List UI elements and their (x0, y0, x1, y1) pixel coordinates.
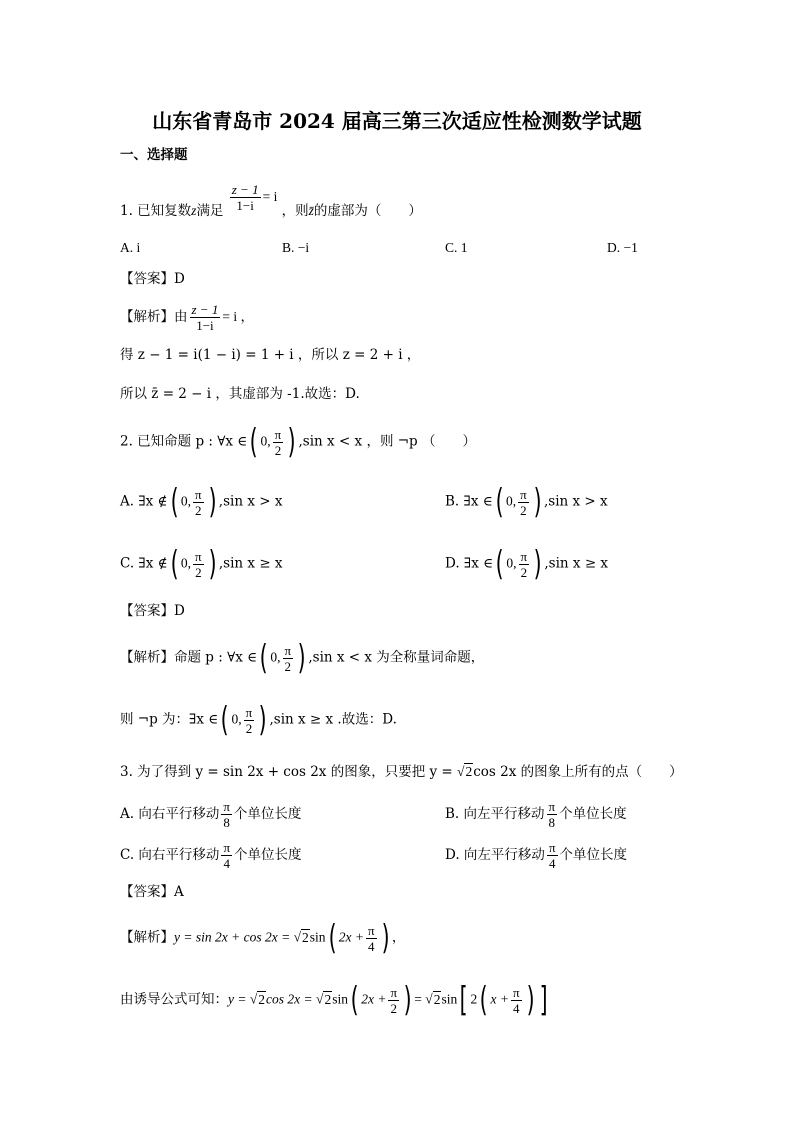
q3-option-a: A. 向右平行移动 $\frac{\pi}{8}$ 个单位长度 (120, 799, 302, 830)
q2-option-a: A. ∃x ∉( 0, $\frac{\pi}{2}$ ) ,sin x > x (120, 482, 283, 522)
q3-explanation-2: 由诱导公式可知：y = √2cos 2x = √2sin( 2x + $\frac{\pi}{2}$ ) = √2sin[ 2( x + $\frac{\pi}{4}$ ) ] (120, 980, 548, 1020)
q1-explanation-1: 【解析】由 $\frac{z - 1}{1-i}$ = i ， (120, 302, 254, 333)
q3-option-b: B. 向左平行移动 $\frac{\pi}{8}$ 个单位长度 (445, 799, 627, 830)
q1-option-b: B. −i (282, 240, 310, 255)
q2-explanation-2: 则 ¬p 为：∃x ∈( 0, $\frac{\pi}{2}$ ) ,sin x ≥ x .故选：D. (120, 700, 397, 740)
q1-option-c: C. 1 (445, 240, 468, 255)
q3-option-c: C. 向右平行移动 $\frac{\pi}{4}$ 个单位长度 (120, 840, 302, 871)
q3-option-d: D. 向左平行移动 $\frac{\pi}{4}$ 个单位长度 (445, 840, 628, 871)
question-1-stem: 1. 已知复数z满足 $\frac{z - 1}{1-i}$ = i ，则z̄的虚部为（ ） (120, 182, 422, 219)
q3-answer: 【答案】A (120, 884, 184, 900)
q3-explanation-1: 【解析】y = sin 2x + cos 2x = √2sin( 2x + $\frac{\pi}{4}$ ) ， (120, 918, 406, 958)
q1-explanation-2: 得 z − 1 = i(1 − i) = 1 + i ，所以 z = 2 + i ， (120, 347, 421, 363)
q1-option-d: D. −1 (607, 240, 638, 255)
q2-option-b: B. ∃x ∈( 0, $\frac{\pi}{2}$ ) ,sin x > x (445, 482, 608, 522)
q1-explanation-3: 所以 z̄ = 2 − i ，其虚部为 -1.故选：D. (120, 386, 360, 402)
question-3-stem: 3. 为了得到 y = sin 2x + cos 2x 的图象，只要把 y = √2cos 2x 的图象上所有的点（ ） (120, 764, 683, 780)
page-title: 山东省青岛市 2024 届高三第三次适应性检测数学试题 (152, 109, 642, 133)
question-2-stem: 2. 已知命题 p : ∀x ∈( 0, $\frac{\pi}{2}$ ) ,sin x < x ，则 ¬p （ ） (120, 422, 476, 462)
q2-answer: 【答案】D (120, 603, 185, 619)
q1-option-a: A. i (120, 240, 141, 255)
q2-option-d: D. ∃x ∈( 0, $\frac{\pi}{2}$ ) ,sin x ≥ x (445, 544, 609, 584)
q2-explanation-1: 【解析】命题 p : ∀x ∈( 0, $\frac{\pi}{2}$ ) ,sin x < x 为全称量词命题， (120, 638, 485, 678)
q1-answer: 【答案】D (120, 271, 185, 287)
section-heading: 一、选择题 (120, 147, 188, 163)
q2-option-c: C. ∃x ∉( 0, $\frac{\pi}{2}$ ) ,sin x ≥ x (120, 544, 283, 584)
